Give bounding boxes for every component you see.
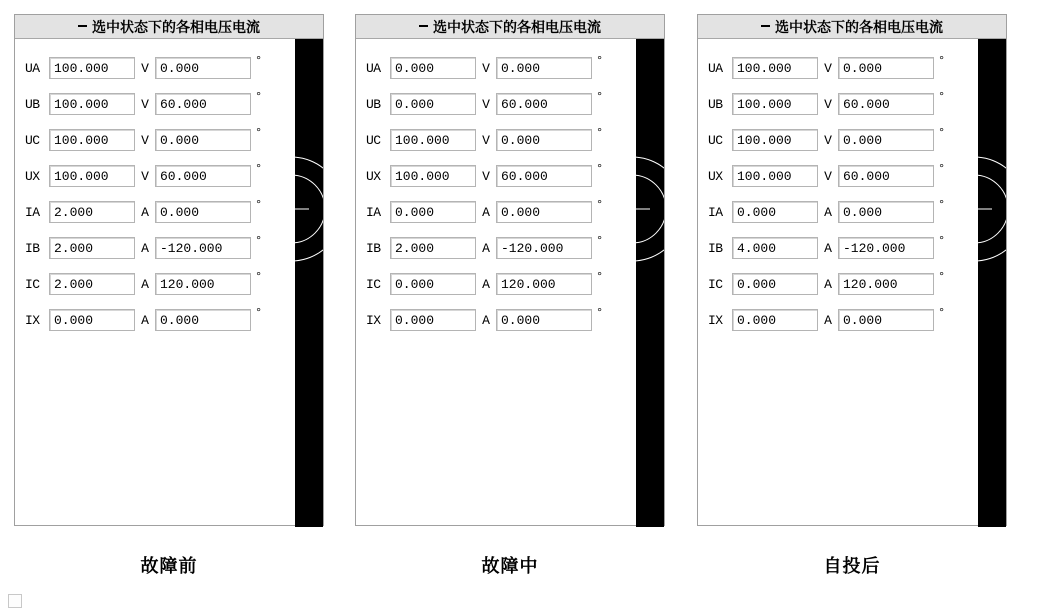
panel-caption: 故障中 (481, 556, 539, 576)
angle-input[interactable]: 0.000 (496, 57, 592, 79)
phase-row-list (364, 53, 634, 341)
table-row (364, 89, 634, 119)
group-box-title: 选中状态下的各相电压电流 (775, 18, 943, 35)
phasor-diagram (978, 39, 1006, 527)
angle-input[interactable]: 60.000 (155, 93, 251, 115)
group-box-title-bar[interactable] (356, 15, 664, 39)
degree-symbol: ° (938, 126, 946, 140)
degree-symbol: ° (255, 54, 263, 68)
row-label: IA (366, 204, 381, 220)
magnitude-input[interactable]: 0.000 (49, 309, 135, 331)
table-row (706, 233, 976, 263)
magnitude-unit: V (482, 60, 490, 76)
phase-row-list (23, 53, 293, 341)
degree-symbol: ° (938, 234, 946, 248)
magnitude-unit: A (141, 276, 149, 292)
row-label: IB (708, 240, 723, 256)
magnitude-input[interactable]: 2.000 (390, 237, 476, 259)
group-box-title: 选中状态下的各相电压电流 (433, 18, 601, 35)
magnitude-input[interactable]: 0.000 (390, 201, 476, 223)
row-label: UB (366, 96, 381, 112)
group-box-content (15, 39, 323, 525)
angle-input[interactable]: 60.000 (496, 93, 592, 115)
angle-input[interactable]: 0.000 (838, 309, 934, 331)
angle-input[interactable]: 60.000 (838, 93, 934, 115)
phase-panel-during-fault (355, 14, 665, 576)
table-row (23, 89, 293, 119)
phasor-diagram (636, 39, 664, 527)
table-row (364, 53, 634, 83)
row-label: UA (708, 60, 723, 76)
group-box (14, 14, 324, 526)
magnitude-input[interactable]: 4.000 (732, 237, 818, 259)
angle-input[interactable]: 0.000 (155, 201, 251, 223)
row-label: UA (366, 60, 381, 76)
magnitude-input[interactable]: 100.000 (49, 57, 135, 79)
group-box-title-bar[interactable] (698, 15, 1006, 39)
magnitude-unit: V (141, 96, 149, 112)
degree-symbol: ° (596, 234, 604, 248)
degree-symbol: ° (255, 270, 263, 284)
magnitude-input[interactable]: 100.000 (390, 129, 476, 151)
table-row (364, 305, 634, 335)
row-label: UC (25, 132, 40, 148)
group-box-title-bar[interactable] (15, 15, 323, 39)
table-row (364, 161, 634, 191)
phase-row-list (706, 53, 976, 341)
magnitude-input[interactable]: 100.000 (49, 165, 135, 187)
magnitude-unit: A (824, 240, 832, 256)
table-row (364, 197, 634, 227)
row-label: UX (708, 168, 723, 184)
table-row (23, 197, 293, 227)
row-label: IC (25, 276, 40, 292)
magnitude-unit: A (824, 276, 832, 292)
group-box-title: 选中状态下的各相电压电流 (92, 18, 260, 35)
table-row (706, 305, 976, 335)
row-label: IA (25, 204, 40, 220)
magnitude-unit: A (482, 204, 490, 220)
phase-panel-before-fault (14, 14, 324, 576)
degree-symbol: ° (938, 306, 946, 320)
row-label: IX (25, 312, 40, 328)
magnitude-unit: A (482, 276, 490, 292)
magnitude-input[interactable]: 2.000 (49, 237, 135, 259)
degree-symbol: ° (255, 234, 263, 248)
table-row (23, 161, 293, 191)
magnitude-input[interactable]: 0.000 (390, 57, 476, 79)
degree-symbol: ° (255, 90, 263, 104)
row-label: UA (25, 60, 40, 76)
degree-symbol: ° (938, 90, 946, 104)
minus-icon[interactable] (78, 25, 87, 27)
minus-icon[interactable] (761, 25, 770, 27)
magnitude-unit: V (482, 132, 490, 148)
angle-input[interactable]: 60.000 (838, 165, 934, 187)
group-box (355, 14, 665, 526)
table-row (23, 125, 293, 155)
magnitude-unit: A (824, 204, 832, 220)
table-row (706, 125, 976, 155)
phase-panel-after-transfer (697, 14, 1007, 576)
magnitude-unit: A (482, 240, 490, 256)
magnitude-input[interactable]: 2.000 (49, 273, 135, 295)
angle-input[interactable]: -120.000 (155, 237, 251, 259)
table-row (706, 161, 976, 191)
table-row (364, 269, 634, 299)
angle-input[interactable]: 60.000 (496, 165, 592, 187)
group-box (697, 14, 1007, 526)
degree-symbol: ° (596, 306, 604, 320)
table-row (23, 269, 293, 299)
magnitude-input[interactable]: 100.000 (732, 93, 818, 115)
angle-input[interactable]: 120.000 (155, 273, 251, 295)
magnitude-input[interactable]: 0.000 (390, 273, 476, 295)
degree-symbol: ° (596, 54, 604, 68)
magnitude-input[interactable]: 2.000 (49, 201, 135, 223)
row-label: UB (708, 96, 723, 112)
angle-input[interactable]: 0.000 (496, 201, 592, 223)
degree-symbol: ° (938, 54, 946, 68)
magnitude-unit: V (141, 132, 149, 148)
group-box-content (356, 39, 664, 525)
angle-input[interactable]: 60.000 (155, 165, 251, 187)
degree-symbol: ° (255, 306, 263, 320)
magnitude-input[interactable]: 0.000 (732, 273, 818, 295)
magnitude-input[interactable]: 100.000 (732, 57, 818, 79)
row-label: IX (366, 312, 381, 328)
magnitude-input[interactable]: 0.000 (390, 93, 476, 115)
magnitude-input[interactable]: 100.000 (49, 93, 135, 115)
panel-caption: 自投后 (823, 556, 881, 576)
row-label: UC (708, 132, 723, 148)
row-label: IC (708, 276, 723, 292)
row-label: UC (366, 132, 381, 148)
magnitude-unit: V (482, 168, 490, 184)
row-label: IB (25, 240, 40, 256)
magnitude-input[interactable]: 0.000 (732, 309, 818, 331)
table-row (706, 53, 976, 83)
table-row (23, 233, 293, 263)
table-row (706, 89, 976, 119)
magnitude-input[interactable]: 100.000 (732, 129, 818, 151)
bottom-left-marker (8, 594, 22, 608)
row-label: IA (708, 204, 723, 220)
degree-symbol: ° (596, 90, 604, 104)
angle-input[interactable]: 120.000 (496, 273, 592, 295)
degree-symbol: ° (596, 162, 604, 176)
magnitude-input[interactable]: 100.000 (390, 165, 476, 187)
angle-input[interactable]: 0.000 (155, 129, 251, 151)
angle-input[interactable]: 0.000 (838, 201, 934, 223)
magnitude-input[interactable]: 0.000 (390, 309, 476, 331)
row-label: UB (25, 96, 40, 112)
angle-input[interactable]: -120.000 (838, 237, 934, 259)
angle-input[interactable]: 0.000 (838, 129, 934, 151)
row-label: IX (708, 312, 723, 328)
row-label: IC (366, 276, 381, 292)
degree-symbol: ° (255, 198, 263, 212)
magnitude-unit: V (141, 60, 149, 76)
table-row (23, 305, 293, 335)
magnitude-unit: A (141, 240, 149, 256)
magnitude-input[interactable]: 100.000 (732, 165, 818, 187)
panel-caption: 故障前 (140, 556, 198, 576)
degree-symbol: ° (938, 270, 946, 284)
magnitude-unit: V (824, 168, 832, 184)
group-box-content (698, 39, 1006, 525)
table-row (706, 197, 976, 227)
magnitude-unit: V (824, 60, 832, 76)
magnitude-unit: V (141, 168, 149, 184)
minus-icon[interactable] (419, 25, 428, 27)
table-row (706, 269, 976, 299)
magnitude-unit: A (141, 312, 149, 328)
magnitude-unit: A (482, 312, 490, 328)
phasor-diagram (295, 39, 323, 527)
degree-symbol: ° (596, 270, 604, 284)
angle-input[interactable]: -120.000 (496, 237, 592, 259)
angle-input[interactable]: 0.000 (155, 309, 251, 331)
magnitude-unit: V (824, 96, 832, 112)
degree-symbol: ° (596, 126, 604, 140)
degree-symbol: ° (596, 198, 604, 212)
row-label: UX (366, 168, 381, 184)
row-label: IB (366, 240, 381, 256)
angle-input[interactable]: 0.000 (496, 309, 592, 331)
magnitude-unit: V (482, 96, 490, 112)
magnitude-unit: V (824, 132, 832, 148)
degree-symbol: ° (938, 198, 946, 212)
degree-symbol: ° (255, 126, 263, 140)
degree-symbol: ° (255, 162, 263, 176)
angle-input[interactable]: 0.000 (155, 57, 251, 79)
magnitude-input[interactable]: 0.000 (732, 201, 818, 223)
degree-symbol: ° (938, 162, 946, 176)
angle-input[interactable]: 0.000 (838, 57, 934, 79)
magnitude-unit: A (824, 312, 832, 328)
angle-input[interactable]: 120.000 (838, 273, 934, 295)
table-row (23, 53, 293, 83)
magnitude-input[interactable]: 100.000 (49, 129, 135, 151)
row-label: UX (25, 168, 40, 184)
table-row (364, 125, 634, 155)
magnitude-unit: A (141, 204, 149, 220)
table-row (364, 233, 634, 263)
angle-input[interactable]: 0.000 (496, 129, 592, 151)
